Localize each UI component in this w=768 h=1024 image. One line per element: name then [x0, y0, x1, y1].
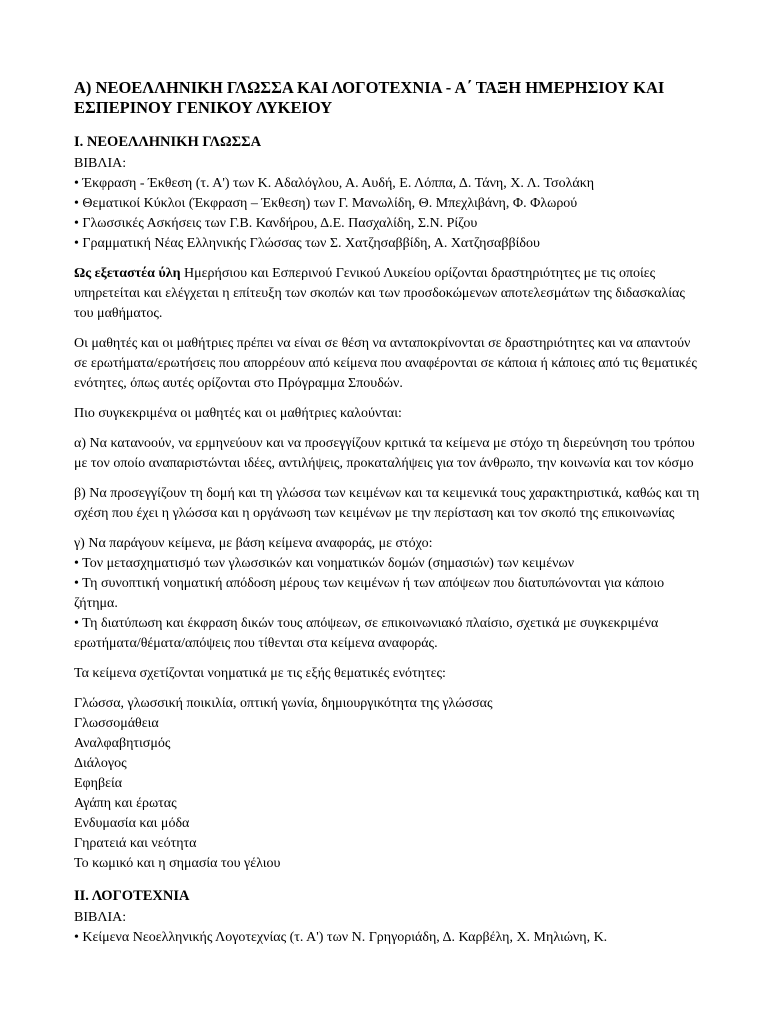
- list-item: Το κωμικό και η σημασία του γέλιου: [74, 856, 281, 871]
- topics-intro: Τα κείμενα σχετίζονται νοηματικά με τις εξής θεματικές ενότητες:: [74, 666, 446, 681]
- document-title: Α) ΝΕΟΕΛΛΗΝΙΚΗ ΓΛΩΣΣΑ ΚΑΙ ΛΟΓΟΤΕΧΝΙΑ - Α΄ ΤΑΞΗ ΗΜΕΡΗΣΙΟΥ ΚΑΙ ΕΣΠΕΡΙΝΟΥ ΓΕΝΙΚΟΥ ΛΥΚΕΙΟΥ: [74, 78, 665, 117]
- exam-scope-lead: Ως εξεταστέα ύλη: [74, 266, 181, 281]
- list-item: Αγάπη και έρωτας: [74, 796, 177, 811]
- list-item: Αναλφαβητισμός: [74, 736, 171, 751]
- list-item: Γλωσσομάθεια: [74, 716, 159, 731]
- list-item: Ενδυμασία και μόδα: [74, 816, 190, 831]
- list-item: • Κείμενα Νεοελληνικής Λογοτεχνίας (τ. Α') των Ν. Γρηγοριάδη, Δ. Καρβέλη, Χ. Μηλιώνη, Κ.: [74, 930, 608, 945]
- objective-b: β) Να προσεγγίζουν τη δομή και τη γλώσσα των κειμένων και τα κειμενικά τους χαρακτηριστικά, καθώς και τη σχέση που έχει η γλώσσα και η οργάνωση των κειμένων με την περίσταση και τον σκοπό της επικοινωνίας: [74, 486, 700, 521]
- list-item: • Θεματικοί Κύκλοι (Έκφραση – Έκθεση) των Γ. Μανωλίδη, Θ. Μπεχλιβάνη, Φ. Φλωρού: [74, 196, 578, 211]
- list-item: • Γραμματική Νέας Ελληνικής Γλώσσας των Σ. Χατζησαββίδη, Α. Χατζησαββίδου: [74, 236, 540, 251]
- list-item: • Έκφραση - Έκθεση (τ. Α') των Κ. Αδαλόγλου, Α. Αυδή, Ε. Λόππα, Δ. Τάνη, Χ. Λ. Τσολάκη: [74, 176, 595, 191]
- books-label: ΒΙΒΛΙΑ:: [74, 156, 127, 171]
- list-item: • Τον μετασχηματισμό των γλωσσικών και νοηματικών δομών (σημασιών) των κειμένων: [74, 556, 575, 571]
- list-item: • Τη διατύπωση και έκφραση δικών τους απόψεων, σε επικοινωνιακό πλαίσιο, σχετικά με συγκεκριμένα ερωτήματα/θέματα/απόψεις που τίθενται στα κείμενα αναφοράς.: [74, 616, 659, 651]
- section-heading-literature: ΙΙ. ΛΟΓΟΤΕΧΝΙΑ: [74, 888, 190, 904]
- list-item: Εφηβεία: [74, 776, 123, 791]
- specific-intro-paragraph: Πιο συγκεκριμένα οι μαθητές και οι μαθήτριες καλούνται:: [74, 406, 402, 421]
- list-item: • Γλωσσικές Ασκήσεις των Γ.Β. Κανδήρου, Δ.Ε. Πασχαλίδη, Σ.Ν. Ρίζου: [74, 216, 478, 231]
- topics-list: [74, 694, 702, 874]
- document-page: [74, 78, 702, 948]
- exam-scope-text: Ημερήσιου και Εσπερινού Γενικού Λυκείου ορίζονται δραστηριότητες με τις οποίες υπηρετείται και ελέγχεται η επίτευξη των σκοπών και των προσδοκώμενων αποτελεσμάτων της διδασκαλίας του μαθήματος.: [74, 266, 685, 321]
- students-paragraph: Οι μαθητές και οι μαθήτριες πρέπει να είναι σε θέση να ανταποκρίνονται σε δραστηριότητες και να απαντούν σε ερωτήματα/ερωτήσεις που απορρέουν από κείμενα που αναφέρονται σε κάποια ή κάποιες από τις θεματικές ενότητες, όπως αυτές ορίζονται στο Πρόγραμμα Σπουδών.: [74, 336, 697, 391]
- list-item: Γηρατειά και νεότητα: [74, 836, 197, 851]
- objective-c: [74, 534, 702, 654]
- books-label: ΒΙΒΛΙΑ:: [74, 910, 127, 925]
- books-list: [74, 174, 702, 254]
- books-list: [74, 928, 702, 948]
- list-item: Γλώσσα, γλωσσική ποικιλία, οπτική γωνία, δημιουργικότητα της γλώσσας: [74, 696, 493, 711]
- objective-a: α) Να κατανοούν, να ερμηνεύουν και να προσεγγίζουν κριτικά τα κείμενα με στόχο τη διερεύνηση του τρόπου με τον οποίο αναπαριστώνται ιδέες, αντιλήψεις, προκαταλήψεις για τον άνθρωπο, την κοινωνία και τον κόσμο: [74, 436, 695, 471]
- section-heading-language: Ι. ΝΕΟΕΛΛΗΝΙΚΗ ΓΛΩΣΣΑ: [74, 134, 262, 150]
- list-item: • Τη συνοπτική νοηματική απόδοση μέρους των κειμένων ή των απόψεων που διατυπώνονται για κάποιο ζήτημα.: [74, 576, 665, 611]
- exam-scope-paragraph: [74, 264, 702, 324]
- objective-c-intro: γ) Να παράγουν κείμενα, με βάση κείμενα αναφοράς, με στόχο:: [74, 536, 433, 551]
- list-item: Διάλογος: [74, 756, 127, 771]
